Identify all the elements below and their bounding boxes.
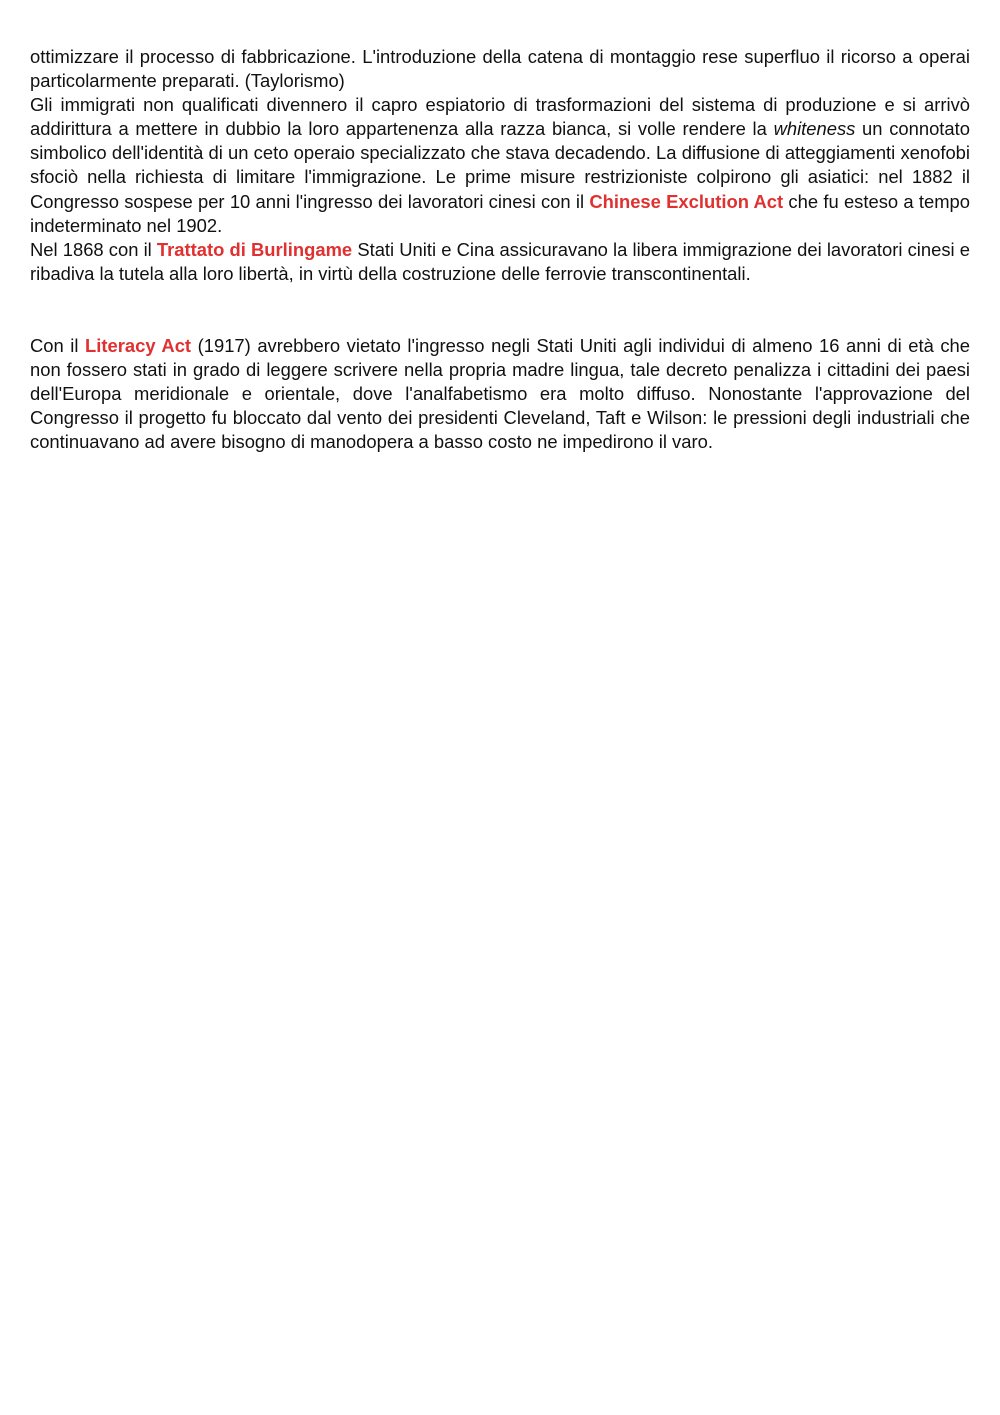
paragraph-text: che fu esteso a tempo indeterminato nel 1902.: [30, 190, 971, 236]
paragraph-text: ottimizzare il processo di fabbricazione. L'introduzione della catena di montaggio rese superfluo il ricorso a operai particolarmente preparati. (Taylorismo): [30, 46, 970, 92]
italic-term-whiteness: whiteness: [773, 118, 856, 140]
paragraph-burlingame: [30, 238, 970, 286]
paragraph-spacer: [30, 286, 970, 334]
highlight-chinese-exclution-act: Chinese Exclution Act: [589, 190, 784, 212]
paragraph-text: Con il: [30, 334, 86, 356]
paragraph-text: un connotato simbolico dell'identità di un ceto operaio specializzato che stava decadendo. La diffusione di atteggiamenti xenofobi sfociò nella richiesta di limitare l'immigrazione. Le prime misure restrizioniste colpirono gli asiatici: nel 1882 il Congresso sospese per 10 anni l'ingresso dei lavoratori cinesi con il: [30, 118, 970, 212]
paragraph-taylorismo: [30, 45, 970, 93]
highlight-literacy-act: Literacy Act: [85, 334, 192, 356]
document-page: [30, 45, 970, 454]
paragraph-text: Stati Uniti e Cina assicuravano la libera immigrazione dei lavoratori cinesi e ribadiva la tutela alla loro libertà, in virtù della costruzione delle ferrovie transcontinentali.: [30, 238, 970, 284]
paragraph-literacy-act: [30, 334, 970, 454]
paragraph-text: Gli immigrati non qualificati divennero il capro espiatorio di trasformazioni del sistema di produzione e si arrivò addirittura a mettere in dubbio la loro appartenenza alla razza bianca, si volle rendere la: [30, 94, 970, 140]
paragraph-text: (1917) avrebbero vietato l'ingresso negli Stati Uniti agli individui di almeno 16 anni di età che non fossero stati in grado di leggere scrivere nella propria madre lingua, tale decreto penalizza i cittadini dei paesi dell'Europa meridionale e orientale, dove l'analfabetismo era molto diffuso. Nonostante l'approvazione del Congresso il progetto fu bloccato dal vento dei presidenti Cleveland, Taft e Wilson: le pressioni degli industriali che continuavano ad avere bisogno di manodopera a basso costo ne impedirono il varo.: [30, 334, 970, 453]
paragraph-text: Nel 1868 con il: [30, 238, 157, 260]
paragraph-immigrati: [30, 93, 970, 238]
highlight-trattato-di-burlingame: Trattato di Burlingame: [156, 238, 353, 260]
